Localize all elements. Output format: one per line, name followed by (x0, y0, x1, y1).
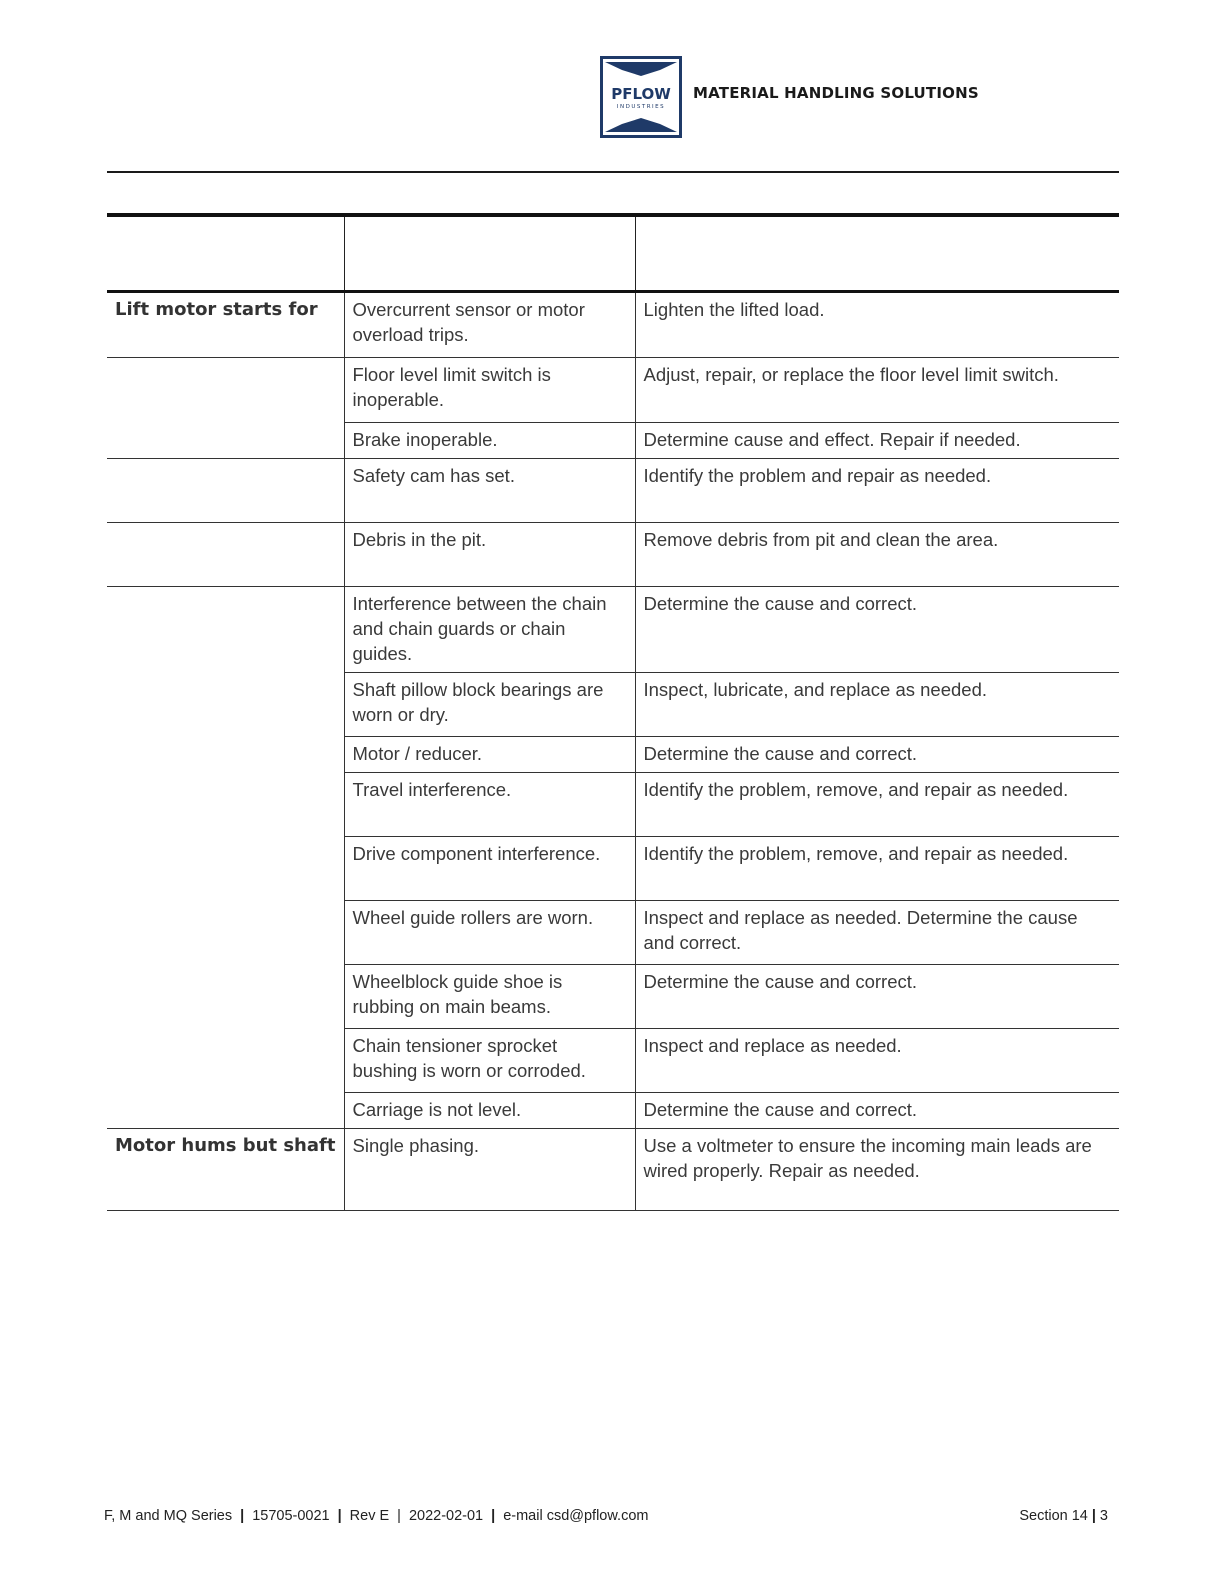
table-row (107, 964, 1119, 1028)
logo-wordmark: PFLOW (611, 85, 671, 103)
problem-cell (107, 672, 344, 736)
footer-series: F, M and MQ Series (104, 1508, 233, 1524)
problem-cell: Motor hums but shaft (107, 1128, 344, 1210)
table-row (107, 522, 1119, 586)
solution-cell: Lighten the lifted load. (635, 293, 1119, 357)
header-column-divider (635, 217, 636, 291)
solution-cell: Inspect and replace as needed. (635, 1028, 1119, 1092)
problem-cell (107, 1028, 344, 1092)
solution-cell: Inspect and replace as needed. Determine the cause and correct. (635, 900, 1119, 964)
table-row (107, 422, 1119, 458)
problem-cell (107, 964, 344, 1028)
solution-cell: Determine the cause and correct. (635, 586, 1119, 672)
footer-email-link[interactable]: csd@pflow.com (546, 1508, 649, 1524)
problem-cell: Lift motor starts for (107, 293, 344, 357)
footer-revision: Rev E (349, 1508, 390, 1524)
cause-cell: Chain tensioner sprocket bushing is worn or corroded. (344, 1028, 635, 1092)
table-top-rule (107, 213, 1119, 217)
solution-cell: Inspect, lubricate, and replace as needed. (635, 672, 1119, 736)
problem-cell (107, 522, 344, 586)
cause-cell: Single phasing. (344, 1128, 635, 1210)
problem-cell (107, 1092, 344, 1128)
footer-doc-number: 15705-0021 (252, 1508, 330, 1524)
problem-cell (107, 900, 344, 964)
solution-cell: Adjust, repair, or replace the floor level limit switch. (635, 357, 1119, 422)
table-row (107, 1028, 1119, 1092)
footer-section: Section 14 (1019, 1508, 1088, 1524)
table-row (107, 1128, 1119, 1210)
problem-cell (107, 458, 344, 522)
cause-cell: Brake inoperable. (344, 422, 635, 458)
table-row (107, 586, 1119, 672)
table-row (107, 458, 1119, 522)
table-row (107, 357, 1119, 422)
footer-date: 2022-02-01 (408, 1508, 484, 1524)
cause-cell: Floor level limit switch is inoperable. (344, 357, 635, 422)
cause-cell: Overcurrent sensor or motor overload trips. (344, 293, 635, 357)
cause-cell: Wheelblock guide shoe is rubbing on main beams. (344, 964, 635, 1028)
cause-cell: Drive component interference. (344, 836, 635, 900)
cause-cell: Shaft pillow block bearings are worn or dry. (344, 672, 635, 736)
problem-cell (107, 586, 344, 672)
pflow-logo (600, 56, 682, 138)
troubleshooting-table (107, 293, 1119, 1211)
solution-cell: Use a voltmeter to ensure the incoming main leads are wired properly. Repair as needed. (635, 1128, 1119, 1210)
table-row (107, 836, 1119, 900)
logo-subtitle: INDUSTRIES (616, 104, 666, 110)
solution-cell: Identify the problem, remove, and repair as needed. (635, 772, 1119, 836)
table-row (107, 736, 1119, 772)
cause-cell: Wheel guide rollers are worn. (344, 900, 635, 964)
solution-cell: Determine cause and effect. Repair if needed. (635, 422, 1119, 458)
problem-cell (107, 422, 344, 458)
company-tagline: MATERIAL HANDLING SOLUTIONS (693, 84, 979, 102)
cause-cell: Motor / reducer. (344, 736, 635, 772)
solution-cell: Determine the cause and correct. (635, 736, 1119, 772)
solution-cell: Remove debris from pit and clean the area. (635, 522, 1119, 586)
solution-cell: Identify the problem and repair as needed. (635, 458, 1119, 522)
solution-cell: Determine the cause and correct. (635, 1092, 1119, 1128)
table-row (107, 772, 1119, 836)
header-divider (107, 171, 1119, 173)
table-row (107, 900, 1119, 964)
problem-cell (107, 836, 344, 900)
table-row (107, 1092, 1119, 1128)
cause-cell: Carriage is not level. (344, 1092, 635, 1128)
problem-cell (107, 736, 344, 772)
table-row (107, 672, 1119, 736)
header-column-divider (344, 217, 345, 291)
cause-cell: Interference between the chain and chain guards or chain guides. (344, 586, 635, 672)
footer-page-info: Section 14 | 3 (1019, 1508, 1108, 1524)
footer-document-info: F, M and MQ Series | 15705-0021 | Rev E | 2022-02-01 | e-mail csd@pflow.com (104, 1508, 649, 1524)
cause-cell: Safety cam has set. (344, 458, 635, 522)
cause-cell: Debris in the pit. (344, 522, 635, 586)
solution-cell: Identify the problem, remove, and repair as needed. (635, 836, 1119, 900)
cause-cell: Travel interference. (344, 772, 635, 836)
problem-cell (107, 772, 344, 836)
problem-cell (107, 357, 344, 422)
table-row (107, 293, 1119, 357)
solution-cell: Determine the cause and correct. (635, 964, 1119, 1028)
footer-page-number: 3 (1099, 1508, 1108, 1524)
footer-email-label: e-mail (503, 1508, 543, 1524)
